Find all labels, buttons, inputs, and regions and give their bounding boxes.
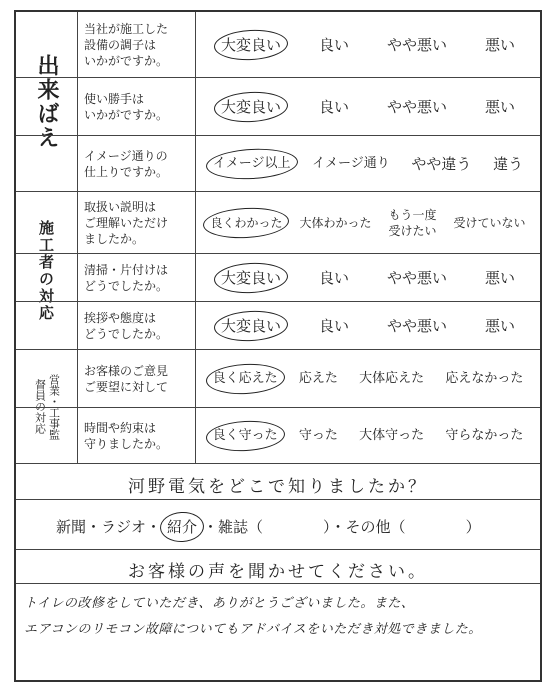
rating-option[interactable]: やや悪い xyxy=(386,317,447,335)
rating-option[interactable]: 悪い xyxy=(484,36,515,54)
question-text: お客様のご意見 ご要望に対して xyxy=(78,350,196,408)
rating-row xyxy=(16,136,540,192)
rating-option[interactable]: 受けていない xyxy=(453,216,526,230)
rating-row xyxy=(16,302,540,350)
rating-option[interactable]: やや悪い xyxy=(386,36,447,54)
source-option-other[interactable]: ）・その他（ xyxy=(323,518,406,536)
question-text: 時間や約束は 守りましたか。 xyxy=(78,408,196,464)
question-text: 使い勝手は いかがですか。 xyxy=(78,78,196,136)
rating-option[interactable]: 良い xyxy=(318,98,349,116)
rating-options xyxy=(196,192,540,254)
rating-option[interactable]: 悪い xyxy=(484,98,515,116)
voice-title-row xyxy=(16,550,540,584)
rating-option[interactable]: やや悪い xyxy=(386,98,447,116)
rating-row xyxy=(16,408,540,464)
survey-sheet xyxy=(14,10,542,682)
rating-option-selected[interactable]: 良く応えた xyxy=(212,371,278,386)
rating-row xyxy=(16,254,540,302)
question-text: 取扱い説明は ご理解いただけ ましたか。 xyxy=(78,192,196,254)
source-option-referral-selected[interactable]: 紹介 xyxy=(167,517,198,536)
rating-option[interactable]: 大体守った xyxy=(359,428,425,443)
rating-option[interactable]: 大体わかった xyxy=(299,216,372,230)
rating-row xyxy=(16,350,540,408)
rating-option[interactable]: 良い xyxy=(318,36,349,54)
rating-option-selected[interactable]: 大変良い xyxy=(220,36,281,54)
rating-options xyxy=(196,254,540,302)
category-dekibae-label: 出来ばえ xyxy=(34,53,59,150)
rating-option[interactable]: 大体応えた xyxy=(359,371,425,386)
rating-option-selected[interactable]: 大変良い xyxy=(220,269,281,287)
rating-option[interactable]: イメージ通り xyxy=(312,156,390,171)
source-title-row xyxy=(16,464,540,500)
rating-option[interactable]: 悪い xyxy=(484,317,515,335)
rating-option[interactable]: 応えた xyxy=(298,371,338,386)
rating-option-selected[interactable]: イメージ以上 xyxy=(212,156,291,171)
voice-comment-line: トイレの改修をしていただき、ありがとうございました。また、 xyxy=(24,596,415,611)
rating-option-selected[interactable]: 大変良い xyxy=(220,98,281,116)
rating-option[interactable]: 応えなかった xyxy=(445,371,524,386)
source-option-magazine[interactable]: ・雑誌（ xyxy=(203,518,264,536)
rating-options xyxy=(196,136,540,192)
rating-option-selected[interactable]: 良くわかった xyxy=(210,216,283,230)
rating-option[interactable]: 悪い xyxy=(484,269,515,287)
category-eigyo-label: 督員の対応 xyxy=(33,379,47,434)
rating-option[interactable]: もう一度 受けたい xyxy=(388,208,437,238)
category-sekousha-label: 施工者の対応 xyxy=(37,219,55,322)
question-text: 当社が施工した 設備の調子は いかがですか。 xyxy=(78,12,196,78)
voice-title: お客様の声を聞かせてください。 xyxy=(128,562,428,582)
rating-option[interactable]: やや違う xyxy=(411,155,472,173)
rating-row xyxy=(16,12,540,78)
question-text: イメージ通りの 仕上りですか。 xyxy=(78,136,196,192)
rating-option[interactable]: 良い xyxy=(318,269,349,287)
rating-option[interactable]: 違う xyxy=(493,155,524,173)
source-options xyxy=(56,516,481,537)
voice-comment-area[interactable] xyxy=(16,584,540,680)
rating-option-selected[interactable]: 大変良い xyxy=(220,317,281,335)
source-option-newspaper[interactable]: 新聞・ラジオ・ xyxy=(56,518,162,536)
rating-options xyxy=(196,302,540,350)
source-options-row xyxy=(16,500,540,550)
rating-option-selected[interactable]: 良く守った xyxy=(212,428,278,443)
rating-options xyxy=(196,408,540,464)
rating-option[interactable]: 良い xyxy=(318,317,349,335)
rating-option[interactable]: やや悪い xyxy=(386,269,447,287)
source-close-paren: ） xyxy=(465,518,481,536)
voice-comment-line: エアコンのリモコン故障についてもアドバイスをいただき対処できました。 xyxy=(24,622,482,637)
rating-options xyxy=(196,12,540,78)
source-title: 河野電気をどこで知りましたか？ xyxy=(128,477,428,497)
rating-row xyxy=(16,192,540,254)
rating-option[interactable]: 守らなかった xyxy=(445,428,524,443)
rating-options xyxy=(196,350,540,408)
rating-row xyxy=(16,78,540,136)
rating-options xyxy=(196,78,540,136)
category-eigyo-label-2: 営業・工事監 xyxy=(47,373,61,440)
question-text: 清掃・片付けは どうでしたか。 xyxy=(78,254,196,302)
question-text: 挨拶や態度は どうでしたか。 xyxy=(78,302,196,350)
rating-option[interactable]: 守った xyxy=(298,428,338,443)
